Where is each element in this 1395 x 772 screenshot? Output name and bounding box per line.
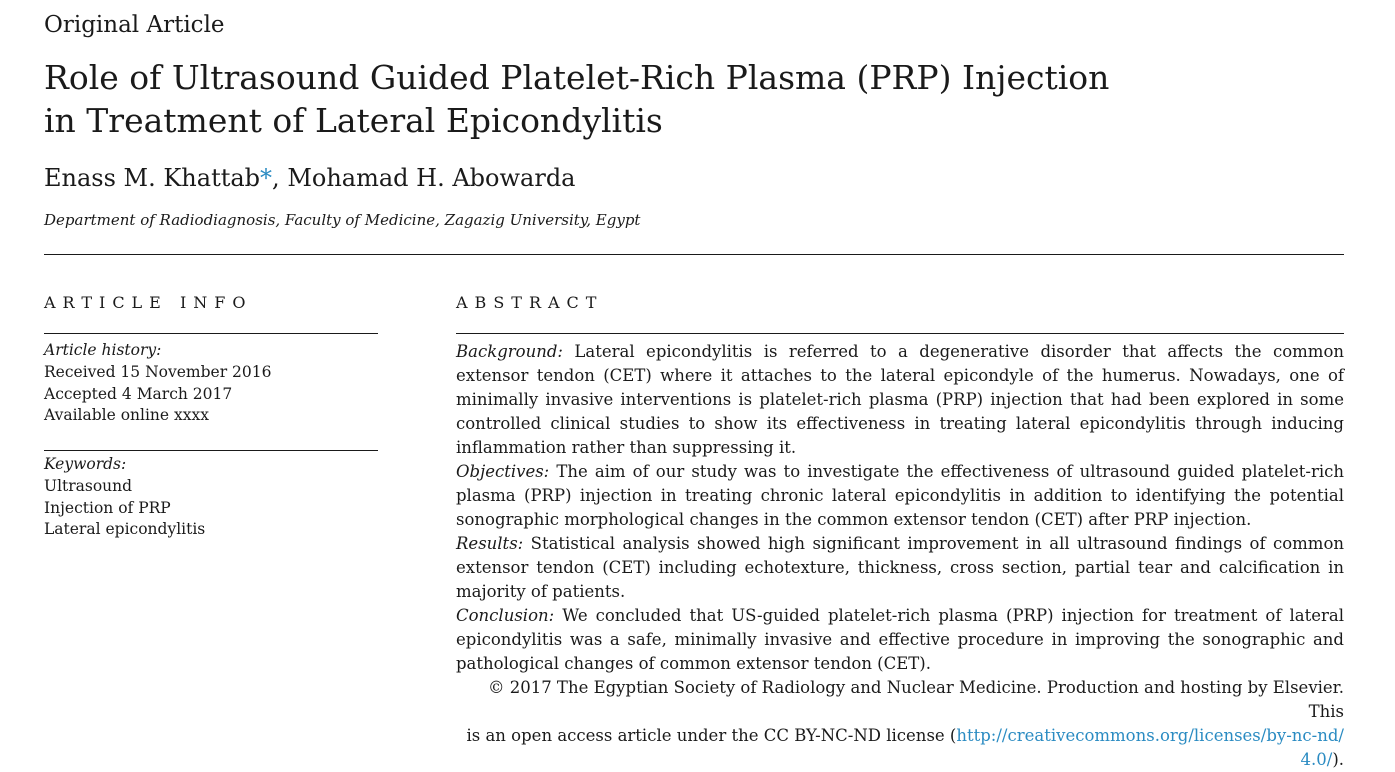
background-label: Background:: [456, 342, 563, 361]
corresponding-author-mark[interactable]: *: [260, 164, 273, 192]
abstract-results: [456, 532, 1344, 604]
abstract-heading: ABSTRACT: [456, 293, 604, 312]
keyword: Ultrasound: [44, 476, 133, 495]
abstract-conclusion: [456, 604, 1344, 676]
keywords-divider: [44, 450, 378, 451]
header-divider: [44, 254, 1344, 255]
license-link-continued[interactable]: 4.0/: [1300, 750, 1333, 769]
objectives-label: Objectives:: [456, 462, 550, 481]
conclusion-label: Conclusion:: [456, 606, 555, 625]
accepted-date: Accepted 4 March 2017: [44, 384, 233, 403]
keywords-label: Keywords:: [44, 455, 127, 473]
license-close: ).: [1332, 750, 1344, 769]
conclusion-text: We concluded that US-guided platelet-rich plasma (PRP) injection for treatment of lateral epicondylitis was a safe, minimally invasive and effective procedure in improving the sonographic and pathological changes of common extensor tendon (CET).: [456, 606, 1345, 673]
author-list: [44, 162, 576, 194]
available-online: Available online xxxx: [44, 406, 209, 425]
received-date: Received 15 November 2016: [44, 362, 272, 381]
abstract-body: [456, 340, 1344, 772]
article-info-heading: ARTICLE INFO: [44, 293, 253, 312]
title-line-2: in Treatment of Lateral Epicondylitis: [44, 101, 663, 140]
results-label: Results:: [456, 534, 524, 553]
keyword: Injection of PRP: [44, 498, 171, 517]
affiliation: Department of Radiodiagnosis, Faculty of Medicine, Zagazig University, Egypt: [44, 211, 641, 229]
article-type: Original Article: [44, 12, 225, 38]
article-info-divider: [44, 333, 378, 334]
keywords: [44, 454, 205, 541]
author-name[interactable]: Mohamad H. Abowarda: [287, 164, 576, 192]
license-text: is an open access article under the CC BY-NC-ND license (: [466, 726, 957, 745]
results-text: Statistical analysis showed high significant improvement in all ultrasound findings of common extensor tendon (CET) including echotexture, thickness, cross section, partial tear and calcification in majority of patients.: [456, 534, 1344, 601]
history-label: Article history:: [44, 341, 162, 359]
copyright-notice: [456, 676, 1344, 772]
copyright-line: © 2017 The Egyptian Society of Radiology and Nuclear Medicine. Production and hosting by Elsevier. This: [487, 678, 1344, 721]
article-title: [44, 56, 1144, 142]
objectives-text: The aim of our study was to investigate the effectiveness of ultrasound guided platelet-rich plasma (PRP) injection in treating chronic lateral epicondylitis in addition to identifying the potential sonographic morphological changes in the common extensor tendon (CET) after PRP injection.: [456, 462, 1344, 529]
abstract-background: [456, 340, 1344, 460]
author-separator: ,: [272, 164, 288, 192]
abstract-divider: [456, 333, 1344, 334]
license-link[interactable]: http://creativecommons.org/licenses/by-nc-nd/: [956, 726, 1344, 745]
abstract-objectives: [456, 460, 1344, 532]
article-history: [44, 340, 271, 427]
author-name[interactable]: Enass M. Khattab: [44, 164, 261, 192]
keyword: Lateral epicondylitis: [44, 520, 206, 539]
title-line-1: Role of Ultrasound Guided Platelet-Rich Plasma (PRP) Injection: [44, 58, 1110, 97]
background-text: Lateral epicondylitis is referred to a degenerative disorder that affects the common extensor tendon (CET) where it attaches to the lateral epicondyle of the humerus. Nowadays, one of minimally invasive interventions is platelet-rich plasma (PRP) injection that had been explored in some controlled clinical studies to show its effectiveness in treating lateral epicondylitis through inducing inflammation rather than suppressing it.: [456, 342, 1345, 457]
